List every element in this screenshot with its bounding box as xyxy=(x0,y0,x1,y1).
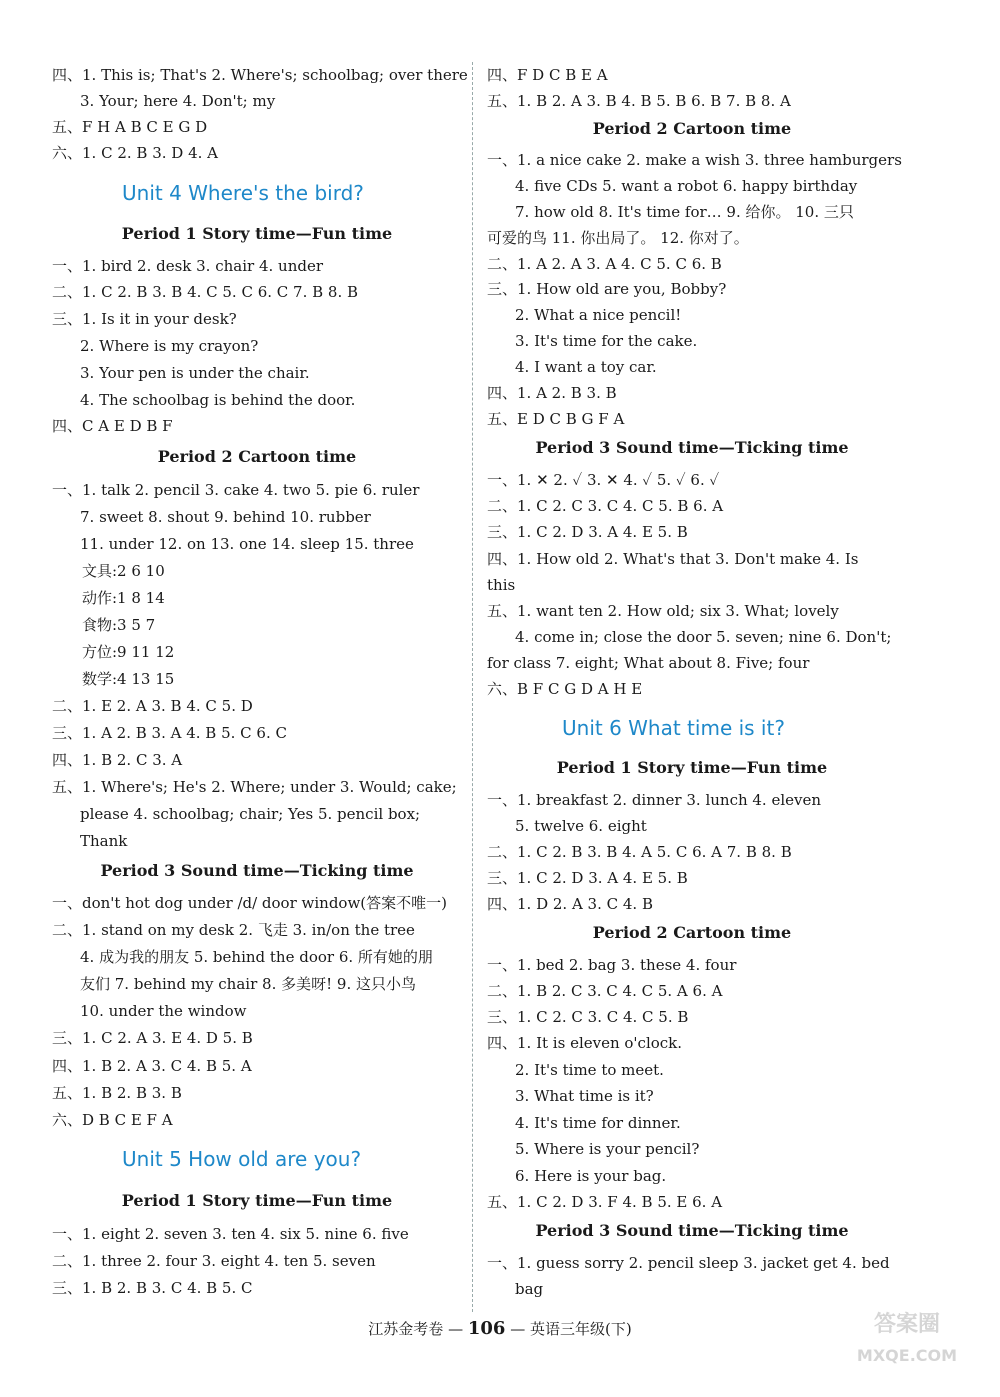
answer-line: 一、1. bed 2. bag 3. these 4. four xyxy=(487,956,737,974)
answer-line: 二、1. C 2. C 3. C 4. C 5. B 6. A xyxy=(487,497,724,515)
answer-line: 4. I want a toy car. xyxy=(515,358,657,376)
answer-line: 2. It's time to meet. xyxy=(515,1061,664,1079)
answer-line: 一、1. ✕ 2. ✓ 3. ✕ 4. ✓ 5. ✓ 6. ✓ xyxy=(487,471,720,489)
answer-line: please 4. schoolbag; chair; Yes 5. pencil box; xyxy=(80,805,421,823)
answer-line: 3. Your pen is under the chair. xyxy=(80,364,310,382)
period-heading: Period 2 Cartoon time xyxy=(157,447,357,466)
answer-line: 二、1. stand on my desk 2. 飞走 3. in/on the tree xyxy=(52,921,415,939)
answer-line: 一、don't hot dog under /d/ door window(答案不唯一) xyxy=(52,894,447,912)
period-heading: Period 2 Cartoon time xyxy=(592,119,792,138)
answer-line: 4. five CDs 5. want a robot 6. happy birthday xyxy=(515,177,858,195)
answer-line: 四、1. B 2. A 3. C 4. B 5. A xyxy=(52,1057,252,1075)
answer-line: 四、1. It is eleven o'clock. xyxy=(487,1034,683,1052)
answer-line: 可爱的鸟 11. 你出局了。 12. 你对了。 xyxy=(487,229,749,247)
answer-line: 五、F H A B C E G D xyxy=(52,118,208,136)
answer-line: 六、B F C G D A H E xyxy=(487,680,643,698)
answer-line: 6. Here is your bag. xyxy=(515,1167,667,1185)
answer-line: 五、1. C 2. D 3. F 4. B 5. E 6. A xyxy=(487,1193,723,1211)
period-heading: Period 2 Cartoon time xyxy=(592,923,792,942)
answer-line: 六、1. C 2. B 3. D 4. A xyxy=(52,144,218,162)
answer-line: for class 7. eight; What about 8. Five; four xyxy=(487,654,810,672)
answer-line: 4. It's time for dinner. xyxy=(515,1114,681,1132)
period-heading: Period 3 Sound time—Ticking time xyxy=(535,1221,849,1240)
answer-line: 三、1. How old are you, Bobby? xyxy=(487,280,727,298)
answer-line: 一、1. guess sorry 2. pencil sleep 3. jacket get 4. bed xyxy=(487,1254,890,1272)
answer-line: 一、1. breakfast 2. dinner 3. lunch 4. eleven xyxy=(487,791,822,809)
answer-line: 四、1. D 2. A 3. C 4. B xyxy=(487,895,653,913)
answer-line: 2. Where is my crayon? xyxy=(80,337,259,355)
answer-line: 一、1. a nice cake 2. make a wish 3. three hamburgers xyxy=(487,151,902,169)
answer-line: this xyxy=(487,576,516,594)
answer-line: 三、1. A 2. B 3. A 4. B 5. C 6. C xyxy=(52,724,287,742)
answer-line: 2. What a nice pencil! xyxy=(515,306,682,324)
answer-line: 四、F D C B E A xyxy=(487,66,608,84)
answer-line: 四、1. This is; That's 2. Where's; schoolbag; over there xyxy=(52,66,468,84)
answer-line: 五、1. B 2. B 3. B xyxy=(52,1084,182,1102)
answer-line: bag xyxy=(515,1280,544,1298)
answer-line: 五、1. want ten 2. How old; six 3. What; lovely xyxy=(487,602,839,620)
answer-line: 二、1. C 2. B 3. B 4. A 5. C 6. A 7. B 8. B xyxy=(487,843,792,861)
answer-line: 二、1. A 2. A 3. A 4. C 5. C 6. B xyxy=(487,255,722,273)
answer-line: 动作:1 8 14 xyxy=(82,589,165,607)
answer-line: 3. It's time for the cake. xyxy=(515,332,698,350)
answer-line: 四、C A E D B F xyxy=(52,417,173,435)
answer-line: 五、1. Where's; He's 2. Where; under 3. Would; cake; xyxy=(52,778,457,796)
answer-line: 7. how old 8. It's time for… 9. 给你。 10. 三只 xyxy=(515,203,854,221)
unit-heading: Unit 6 What time is it? xyxy=(562,716,785,740)
column-divider xyxy=(472,62,473,1312)
answer-line: 一、1. bird 2. desk 3. chair 4. under xyxy=(52,257,324,275)
footer-subject: — 英语三年级(下) xyxy=(510,1320,632,1338)
period-heading: Period 3 Sound time—Ticking time xyxy=(100,861,414,880)
answer-line: 二、1. C 2. B 3. B 4. C 5. C 6. C 7. B 8. B xyxy=(52,283,359,301)
answer-line: 友们 7. behind my chair 8. 多美呀! 9. 这只小鸟 xyxy=(80,975,416,993)
answer-line: 三、1. C 2. D 3. A 4. E 5. B xyxy=(487,869,688,887)
answer-line: 六、D B C E F A xyxy=(52,1111,173,1129)
watermark-text: 答案圈 xyxy=(873,1312,941,1337)
answer-line: 5. Where is your pencil? xyxy=(515,1140,700,1158)
answer-line: 五、1. B 2. A 3. B 4. B 5. B 6. B 7. B 8. A xyxy=(487,92,791,110)
answer-line: 四、1. B 2. C 3. A xyxy=(52,751,183,769)
answer-line: 7. sweet 8. shout 9. behind 10. rubber xyxy=(80,508,371,526)
answer-line: 四、1. How old 2. What's that 3. Don't make 4. Is xyxy=(487,550,859,568)
answer-line: 4. The schoolbag is behind the door. xyxy=(80,391,356,409)
answer-line: 二、1. three 2. four 3. eight 4. ten 5. seven xyxy=(52,1252,376,1270)
answer-line: 三、1. C 2. C 3. C 4. C 5. B xyxy=(487,1008,689,1026)
answer-line: 食物:3 5 7 xyxy=(82,616,156,634)
answer-line: 一、1. talk 2. pencil 3. cake 4. two 5. pie 6. ruler xyxy=(52,481,420,499)
answer-line: 三、1. C 2. D 3. A 4. E 5. B xyxy=(487,523,688,541)
answer-line: 三、1. Is it in your desk? xyxy=(52,310,237,328)
period-heading: Period 3 Sound time—Ticking time xyxy=(535,438,849,457)
answer-line: 一、1. eight 2. seven 3. ten 4. six 5. nine 6. five xyxy=(52,1225,409,1243)
answer-line: 方位:9 11 12 xyxy=(82,643,175,661)
watermark-logo xyxy=(832,1289,982,1379)
answer-line: 4. 成为我的朋友 5. behind the door 6. 所有她的朋 xyxy=(80,948,433,966)
answer-line: 三、1. B 2. B 3. C 4. B 5. C xyxy=(52,1279,253,1297)
answer-line: 11. under 12. on 13. one 14. sleep 15. three xyxy=(80,535,414,553)
period-heading: Period 1 Story time—Fun time xyxy=(121,224,393,243)
answer-line: 3. Your; here 4. Don't; my xyxy=(80,92,276,110)
answer-line: 五、E D C B G F A xyxy=(487,410,625,428)
answer-line: 10. under the window xyxy=(80,1002,247,1020)
answer-line: 4. come in; close the door 5. seven; nine 6. Don't; xyxy=(515,628,892,646)
answer-line: 5. twelve 6. eight xyxy=(515,817,647,835)
footer-book-title: 江苏金考卷 — xyxy=(368,1320,464,1338)
answer-line: 数学:4 13 15 xyxy=(82,670,175,688)
unit-heading: Unit 4 Where's the bird? xyxy=(122,181,364,205)
answer-line: 二、1. E 2. A 3. B 4. C 5. D xyxy=(52,697,253,715)
answer-line: 二、1. B 2. C 3. C 4. C 5. A 6. A xyxy=(487,982,723,1000)
watermark-url: MXQE.COM xyxy=(856,1346,958,1365)
period-heading: Period 1 Story time—Fun time xyxy=(121,1191,393,1210)
answer-line: 四、1. A 2. B 3. B xyxy=(487,384,617,402)
answer-line: 3. What time is it? xyxy=(515,1087,654,1105)
answer-line: 三、1. C 2. A 3. E 4. D 5. B xyxy=(52,1029,253,1047)
answer-line: 文具:2 6 10 xyxy=(82,562,165,580)
unit-heading: Unit 5 How old are you? xyxy=(122,1147,362,1171)
answer-line: Thank xyxy=(80,832,128,850)
page-number: 106 xyxy=(467,1318,506,1339)
period-heading: Period 1 Story time—Fun time xyxy=(556,758,828,777)
